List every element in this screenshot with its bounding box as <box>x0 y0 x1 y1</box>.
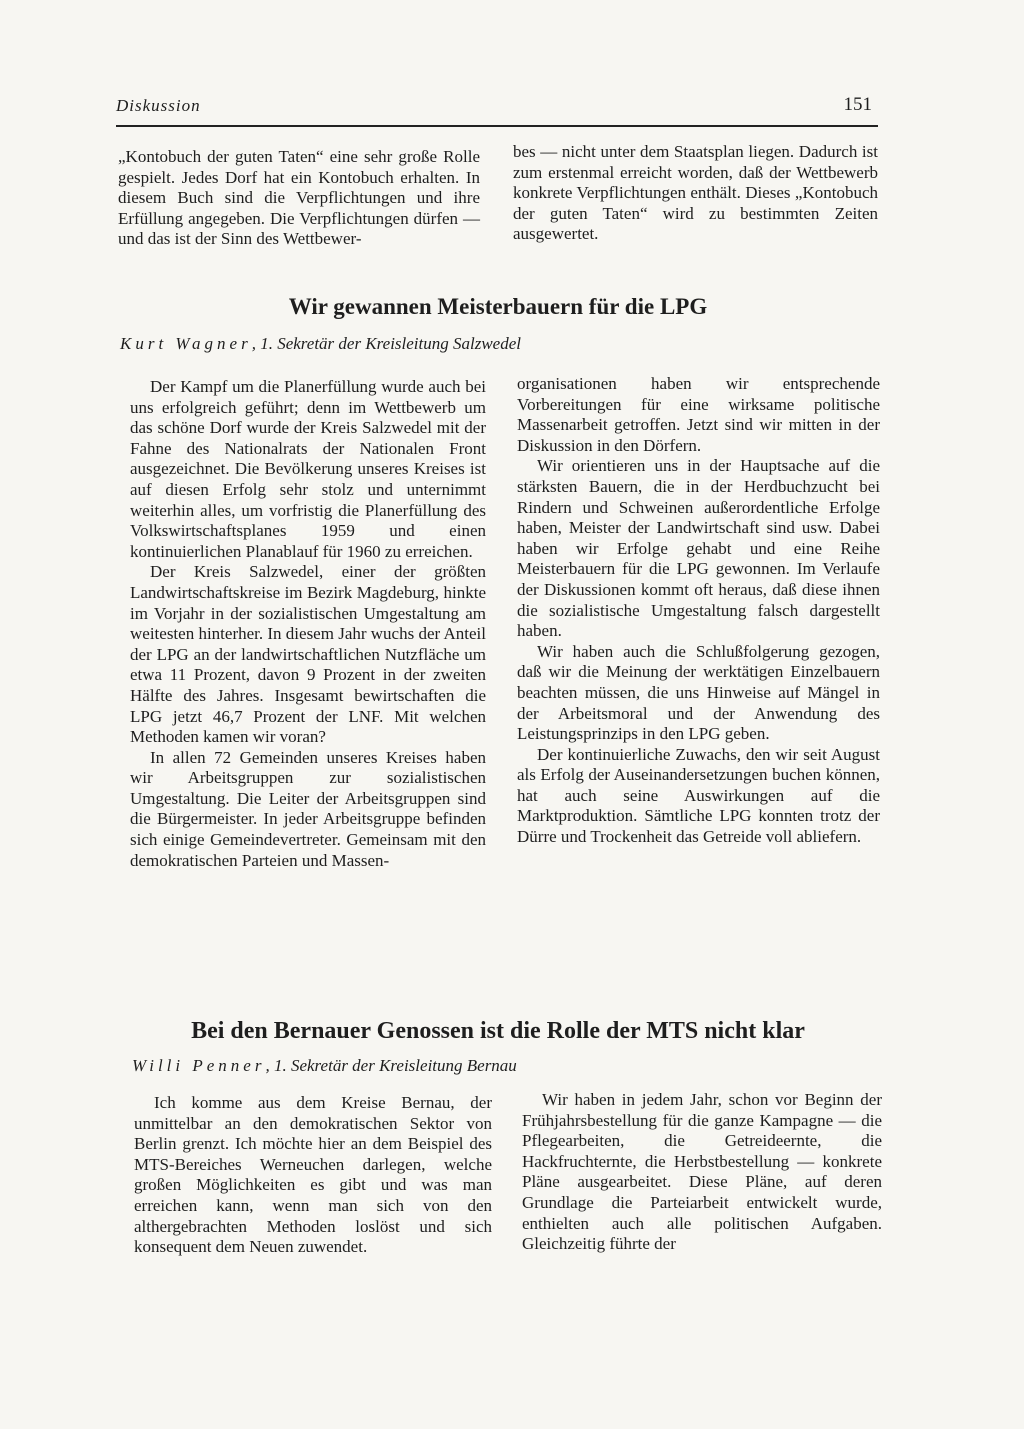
paragraph: organisationen haben wir entsprechende Vorbereitungen für eine wirksame politische Massenarbeit getroffen. Jetzt sind wir mitten in der Diskussion in den Dörfern. <box>517 374 880 455</box>
article1-right-column <box>517 374 880 848</box>
intro-left-column <box>118 147 480 250</box>
running-title: Diskussion <box>116 96 201 115</box>
author-role: , 1. Sekretär der Kreisleitung Salzwedel <box>251 334 521 353</box>
article-byline <box>132 1056 892 1076</box>
author-role: , 1. Sekretär der Kreisleitung Bernau <box>265 1056 517 1075</box>
header-rule <box>116 125 878 127</box>
author-name: Willi Penner <box>132 1056 266 1075</box>
paragraph: Der Kreis Salzwedel, einer der größten Landwirtschaftskreise im Bezirk Magdeburg, hinkte im Vorjahr in der sozialistischen Umgestaltung am weitesten hinterher. In diesem Jahr wuchs der Anteil der LPG an der landwirtschaftlichen Nutzfläche um etwa 11 Prozent, davon 9 Prozent in der zweiten Hälfte des Jahres. Insgesamt bewirtschaften die LPG jetzt 46,7 Prozent der LNF. Mit welchen Methoden kamen wir voran? <box>130 562 486 747</box>
author-name: Kurt Wagner <box>120 334 252 353</box>
paragraph: Der Kampf um die Planerfüllung wurde auch bei uns erfolgreich geführt; denn im Wettbewerb um das schöne Dorf wurde der Kreis Salzwedel mit der Fahne des Nationalrats der Nationalen Front ausgezeichnet. Die Bevölkerung unseres Kreises ist auf diesen Erfolg sehr stolz und unternimmt weiterhin alles, um vorfristig die Planerfüllung des Volkswirtschaftsplanes 1959 und einen kontinuierlichen Planablauf für 1960 zu erreichen. <box>130 377 486 561</box>
paragraph: bes — nicht unter dem Staatsplan liegen. Dadurch ist zum erstenmal erreicht worden, daß der Wettbewerb konkrete Verpflichtungen enthält. Dieses „Kontobuch der guten Taten“ wird zu bestimmten Zeiten ausgewertet. <box>513 142 878 244</box>
article1-left-column <box>130 377 486 871</box>
article-byline <box>120 334 880 354</box>
paragraph: Wir orientieren uns in der Hauptsache auf die stärksten Bauern, die in der Herdbuchzucht bei Rindern und Schweinen außerordentliche Erfolge haben, Meister der Landwirtschaft sind usw. Dabei haben wir Erfolge gehabt und eine Reihe Meisterbauern für die LPG gewonnen. Im Verlaufe der Diskussionen kommt oft heraus, daß diese ihnen die sozialistische Umgestaltung falsch dargestellt haben. <box>517 456 880 641</box>
article-title: Wir gewannen Meisterbauern für die LPG <box>288 294 708 319</box>
paragraph: Wir haben in jedem Jahr, schon vor Beginn der Frühjahrsbestellung für die ganze Kampagne — die Pflegearbeiten, die Getreideernte, die Hackfruchternte, die Herbstbestellung — konkrete Pläne ausgearbeitet. Diese Pläne, auf deren Grundlage die Parteiarbeit entwickelt wurde, enthielten auch alle politischen Aufgaben. Gleichzeitig führte der <box>522 1090 882 1254</box>
paragraph: „Kontobuch der guten Taten“ eine sehr große Rolle gespielt. Jedes Dorf hat ein Kontobuch erhalten. In diesem Buch sind die Verpflichtungen und ihre Erfüllung angegeben. Die Verpflichtungen dürfen — und das ist der Sinn des Wettbewer- <box>118 147 480 249</box>
page-number: 151 <box>843 94 872 115</box>
paragraph: In allen 72 Gemeinden unseres Kreises haben wir Arbeitsgruppen zur sozialistischen Umgestaltung. Die Leiter der Arbeitsgruppen sind die Bürgermeister. In jeder Arbeitsgruppe befinden sich einige Gemeindevertreter. Gemeinsam mit den demokratischen Parteien und Massen- <box>130 747 486 870</box>
article2-right-column <box>522 1090 882 1255</box>
article-title: Bei den Bernauer Genossen ist die Rolle der MTS nicht klar <box>191 1018 805 1044</box>
running-head <box>116 94 876 124</box>
intro-right-column <box>513 142 878 245</box>
paragraph: Der kontinuierliche Zuwachs, den wir seit August als Erfolg der Auseinandersetzungen buchen können, hat auch seine Auswirkungen auf die Marktproduktion. Sämtliche LPG konnten trotz der Dürre und Trockenheit das Getreide voll abliefern. <box>517 744 880 847</box>
article2-left-column <box>134 1093 492 1258</box>
paragraph: Wir haben auch die Schlußfolgerung gezogen, daß wir die Meinung der werktätigen Einzelbauern beachten müssen, die uns Hinweise auf Mängel in der Arbeitsmoral und der Anwendung des Leistungsprinzips in den LPG geben. <box>517 641 880 744</box>
paragraph: Ich komme aus dem Kreise Bernau, der unmittelbar an den demokratischen Sektor von Berlin grenzt. Ich möchte hier an dem Beispiel des MTS-Bereiches Werneuchen darlegen, welche großen Möglichkeiten es gibt und was man erreichen kann, wenn man sich von den althergebrachten Methoden loslöst und sich konsequent dem Neuen zuwendet. <box>134 1093 492 1257</box>
